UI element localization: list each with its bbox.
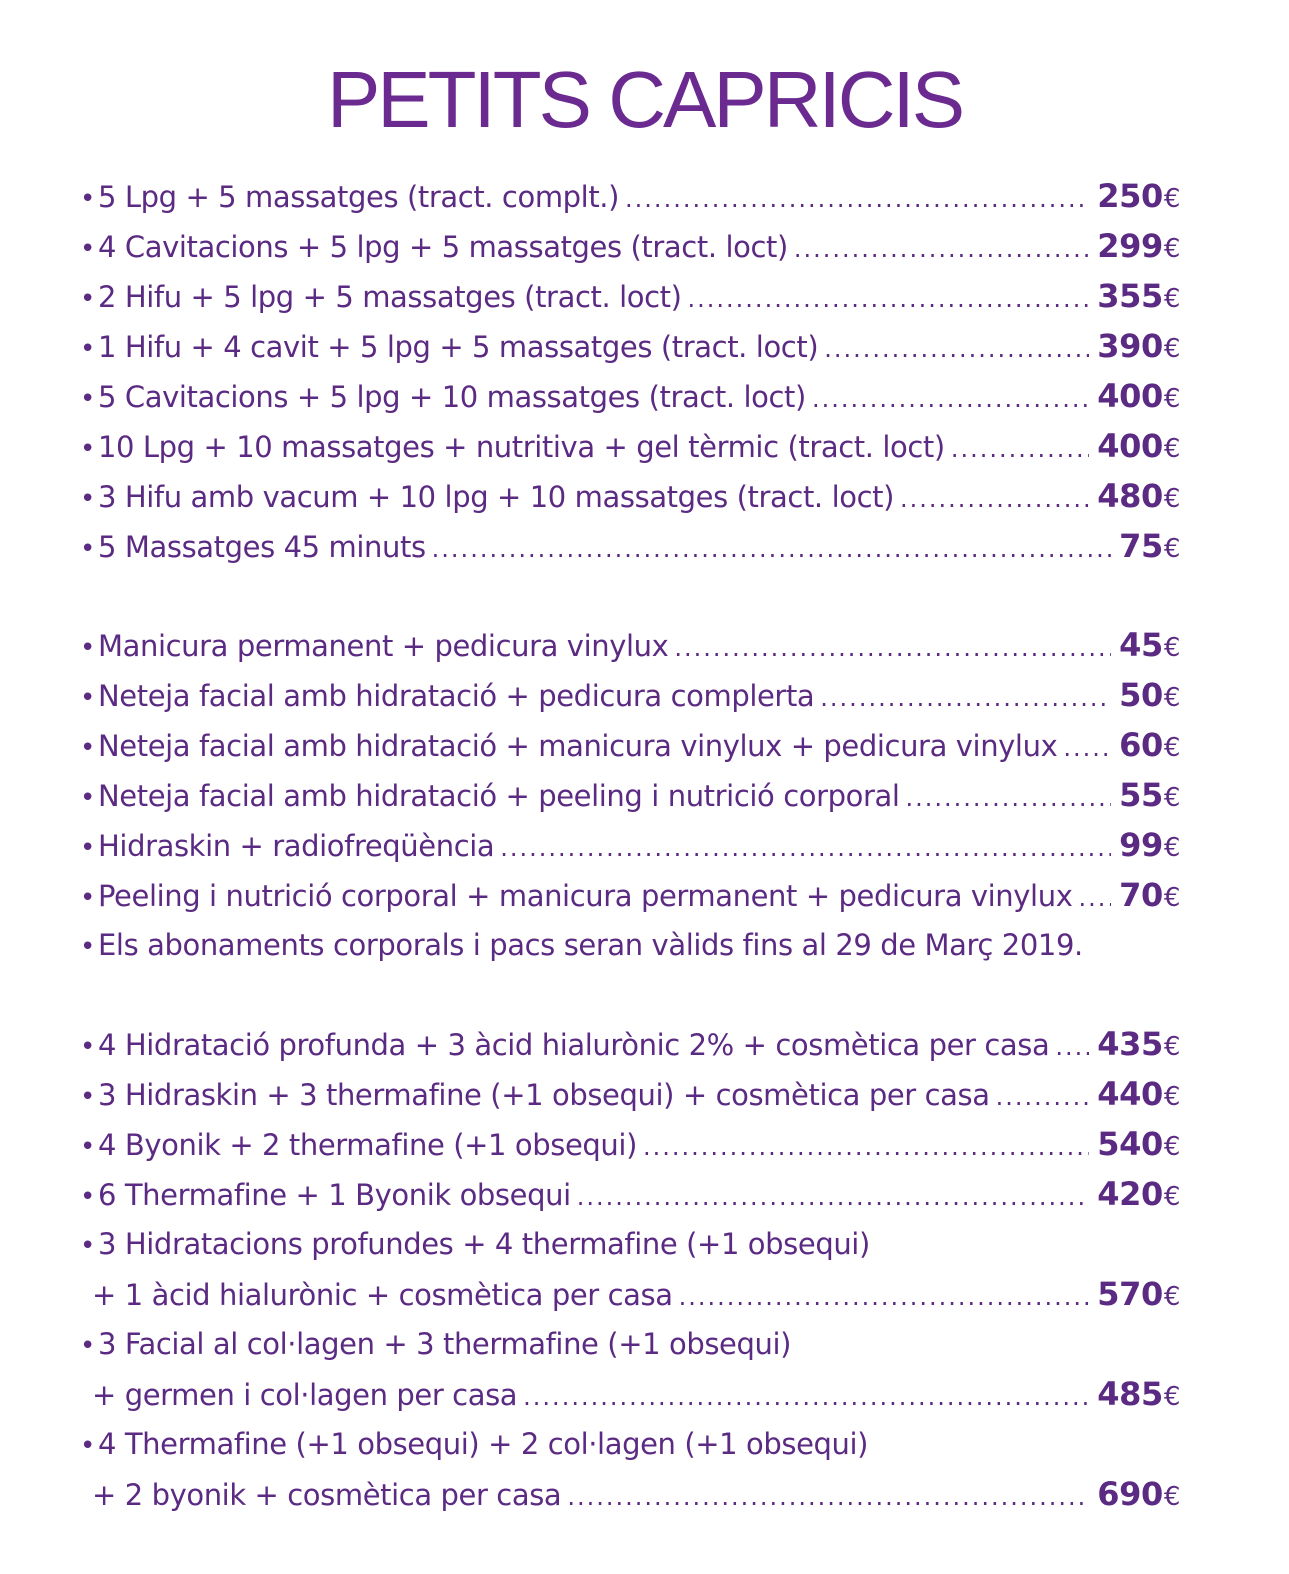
dot-leader bbox=[820, 671, 1111, 723]
item-description: Hidraskin + radiofreqüència bbox=[98, 829, 495, 863]
list-item bbox=[80, 720, 1180, 770]
dot-leader bbox=[1078, 871, 1111, 923]
dot-leader bbox=[951, 422, 1089, 474]
dot-leader bbox=[625, 172, 1089, 224]
bullet-icon: • bbox=[80, 284, 95, 314]
dot-leader bbox=[1055, 1020, 1089, 1072]
dot-leader bbox=[500, 821, 1111, 873]
section-facial-packs bbox=[80, 1019, 1180, 1519]
bullet-icon: • bbox=[80, 932, 95, 962]
dot-leader bbox=[996, 1070, 1090, 1122]
item-description: Manicura permanent + pedicura vinylux bbox=[98, 629, 669, 663]
list-item bbox=[80, 171, 1180, 221]
euro-sign: € bbox=[1163, 1082, 1180, 1112]
item-price: 45€ bbox=[1119, 626, 1180, 664]
list-item bbox=[80, 1169, 1180, 1219]
item-price: 50€ bbox=[1119, 676, 1180, 714]
item-description: 4 Hidratació profunda + 3 àcid hialurònic 2% + cosmètica per casa bbox=[98, 1028, 1050, 1062]
euro-sign: € bbox=[1163, 1032, 1180, 1062]
list-item bbox=[80, 321, 1180, 371]
bullet-icon: • bbox=[80, 334, 95, 364]
bullet-icon: • bbox=[80, 1082, 95, 1112]
list-item bbox=[80, 1319, 1180, 1369]
item-price: 70€ bbox=[1119, 876, 1180, 914]
item-description: 4 Cavitacions + 5 lpg + 5 massatges (tract. loct) bbox=[98, 230, 788, 264]
list-item bbox=[80, 1369, 1180, 1419]
dot-leader bbox=[523, 1370, 1089, 1422]
bullet-icon: • bbox=[80, 484, 95, 514]
euro-sign: € bbox=[1163, 1182, 1180, 1212]
dot-leader bbox=[674, 621, 1111, 673]
bullet-icon: • bbox=[80, 1431, 95, 1461]
bullet-icon: • bbox=[80, 384, 95, 414]
item-price: 400€ bbox=[1097, 377, 1180, 415]
bullet-icon: • bbox=[80, 883, 95, 913]
item-description: 5 Massatges 45 minuts bbox=[98, 530, 426, 564]
dot-leader bbox=[812, 372, 1089, 424]
euro-sign: € bbox=[1163, 633, 1180, 663]
list-item bbox=[80, 221, 1180, 271]
section-beauty-packs bbox=[80, 620, 1180, 970]
dot-leader bbox=[643, 1120, 1089, 1172]
item-price: 299€ bbox=[1097, 227, 1180, 265]
euro-sign: € bbox=[1163, 284, 1180, 314]
item-description: 2 Hifu + 5 lpg + 5 massatges (tract. loct) bbox=[98, 280, 682, 314]
list-item bbox=[80, 471, 1180, 521]
dot-leader bbox=[567, 1470, 1089, 1522]
item-description: Neteja facial amb hidratació + peeling i nutrició corporal bbox=[98, 779, 900, 813]
item-description: Neteja facial amb hidratació + manicura vinylux + pedicura vinylux bbox=[98, 729, 1058, 763]
list-item bbox=[80, 371, 1180, 421]
bullet-icon: • bbox=[80, 1132, 95, 1162]
item-price: 55€ bbox=[1119, 776, 1180, 814]
item-description: 4 Thermafine (+1 obsequi) + 2 col·lagen (+1 obsequi) bbox=[98, 1427, 869, 1461]
dot-leader bbox=[906, 771, 1112, 823]
euro-sign: € bbox=[1163, 184, 1180, 214]
item-description: + 1 àcid hialurònic + cosmètica per casa bbox=[92, 1278, 673, 1312]
item-price: 540€ bbox=[1097, 1125, 1180, 1163]
euro-sign: € bbox=[1163, 334, 1180, 364]
list-item bbox=[80, 1119, 1180, 1169]
euro-sign: € bbox=[1163, 234, 1180, 264]
item-price: 570€ bbox=[1097, 1275, 1180, 1313]
bullet-icon: • bbox=[80, 1032, 95, 1062]
page-title: PETITS CAPRICIS bbox=[326, 55, 963, 144]
euro-sign: € bbox=[1163, 883, 1180, 913]
dot-leader bbox=[1063, 721, 1111, 773]
item-price: 420€ bbox=[1097, 1175, 1180, 1213]
item-description: Peeling i nutrició corporal + manicura permanent + pedicura vinylux bbox=[98, 879, 1073, 913]
bullet-icon: • bbox=[80, 683, 95, 713]
list-item bbox=[80, 920, 1180, 970]
euro-sign: € bbox=[1163, 484, 1180, 514]
dot-leader bbox=[824, 322, 1089, 374]
list-item bbox=[80, 521, 1180, 571]
item-price: 440€ bbox=[1097, 1075, 1180, 1113]
item-description: + germen i col·lagen per casa bbox=[92, 1378, 518, 1412]
euro-sign: € bbox=[1163, 833, 1180, 863]
item-description: 3 Hidratacions profundes + 4 thermafine (+1 obsequi) bbox=[98, 1227, 870, 1261]
list-item bbox=[80, 1419, 1180, 1469]
dot-leader bbox=[432, 522, 1111, 574]
list-item bbox=[80, 1019, 1180, 1069]
item-price: 485€ bbox=[1097, 1375, 1180, 1413]
dot-leader bbox=[688, 272, 1090, 324]
list-item bbox=[80, 1219, 1180, 1269]
item-price: 355€ bbox=[1097, 277, 1180, 315]
item-description: 3 Hidraskin + 3 thermafine (+1 obsequi) + cosmètica per casa bbox=[98, 1078, 990, 1112]
item-description: 10 Lpg + 10 massatges + nutritiva + gel tèrmic (tract. loct) bbox=[98, 430, 945, 464]
euro-sign: € bbox=[1163, 434, 1180, 464]
item-description: 5 Cavitacions + 5 lpg + 10 massatges (tract. loct) bbox=[98, 380, 806, 414]
dot-leader bbox=[577, 1170, 1090, 1222]
item-price: 60€ bbox=[1119, 726, 1180, 764]
bullet-icon: • bbox=[80, 534, 95, 564]
list-item bbox=[80, 620, 1180, 670]
list-item bbox=[80, 670, 1180, 720]
item-description: Els abonaments corporals i pacs seran vàlids fins al 29 de Març 2019. bbox=[98, 928, 1083, 962]
bullet-icon: • bbox=[80, 434, 95, 464]
list-item bbox=[80, 870, 1180, 920]
euro-sign: € bbox=[1163, 683, 1180, 713]
item-price: 690€ bbox=[1097, 1475, 1180, 1513]
item-price: 400€ bbox=[1097, 427, 1180, 465]
bullet-icon: • bbox=[80, 1182, 95, 1212]
dot-leader bbox=[679, 1270, 1090, 1322]
euro-sign: € bbox=[1163, 1282, 1180, 1312]
list-item bbox=[80, 421, 1180, 471]
item-description: 5 Lpg + 5 massatges (tract. complt.) bbox=[98, 180, 620, 214]
item-description: Neteja facial amb hidratació + pedicura complerta bbox=[98, 679, 815, 713]
dot-leader bbox=[794, 222, 1089, 274]
list-item bbox=[80, 820, 1180, 870]
euro-sign: € bbox=[1163, 733, 1180, 763]
euro-sign: € bbox=[1163, 783, 1180, 813]
dot-leader bbox=[900, 472, 1089, 524]
item-price: 390€ bbox=[1097, 327, 1180, 365]
item-price: 75€ bbox=[1119, 527, 1180, 565]
item-description: 4 Byonik + 2 thermafine (+1 obsequi) bbox=[98, 1128, 637, 1162]
list-item bbox=[80, 1269, 1180, 1319]
item-price: 250€ bbox=[1097, 177, 1180, 215]
item-description: 3 Hifu amb vacum + 10 lpg + 10 massatges (tract. loct) bbox=[98, 480, 894, 514]
item-price: 435€ bbox=[1097, 1025, 1180, 1063]
bullet-icon: • bbox=[80, 833, 95, 863]
list-item bbox=[80, 1469, 1180, 1519]
item-price: 480€ bbox=[1097, 477, 1180, 515]
item-description: 1 Hifu + 4 cavit + 5 lpg + 5 massatges (tract. loct) bbox=[98, 330, 819, 364]
euro-sign: € bbox=[1163, 534, 1180, 564]
list-item bbox=[80, 271, 1180, 321]
euro-sign: € bbox=[1163, 384, 1180, 414]
list-item bbox=[80, 1069, 1180, 1119]
bullet-icon: • bbox=[80, 733, 95, 763]
bullet-icon: • bbox=[80, 783, 95, 813]
item-price: 99€ bbox=[1119, 826, 1180, 864]
bullet-icon: • bbox=[80, 1231, 95, 1261]
item-description: 6 Thermafine + 1 Byonik obsequi bbox=[98, 1178, 571, 1212]
euro-sign: € bbox=[1163, 1482, 1180, 1512]
item-description: 3 Facial al col·lagen + 3 thermafine (+1 obsequi) bbox=[98, 1327, 792, 1361]
bullet-icon: • bbox=[80, 633, 95, 663]
bullet-icon: • bbox=[80, 234, 95, 264]
item-description: + 2 byonik + cosmètica per casa bbox=[92, 1478, 562, 1512]
euro-sign: € bbox=[1163, 1382, 1180, 1412]
euro-sign: € bbox=[1163, 1132, 1180, 1162]
section-body-treatments bbox=[80, 171, 1180, 571]
bullet-icon: • bbox=[80, 1331, 95, 1361]
list-item bbox=[80, 770, 1180, 820]
bullet-icon: • bbox=[80, 184, 95, 214]
